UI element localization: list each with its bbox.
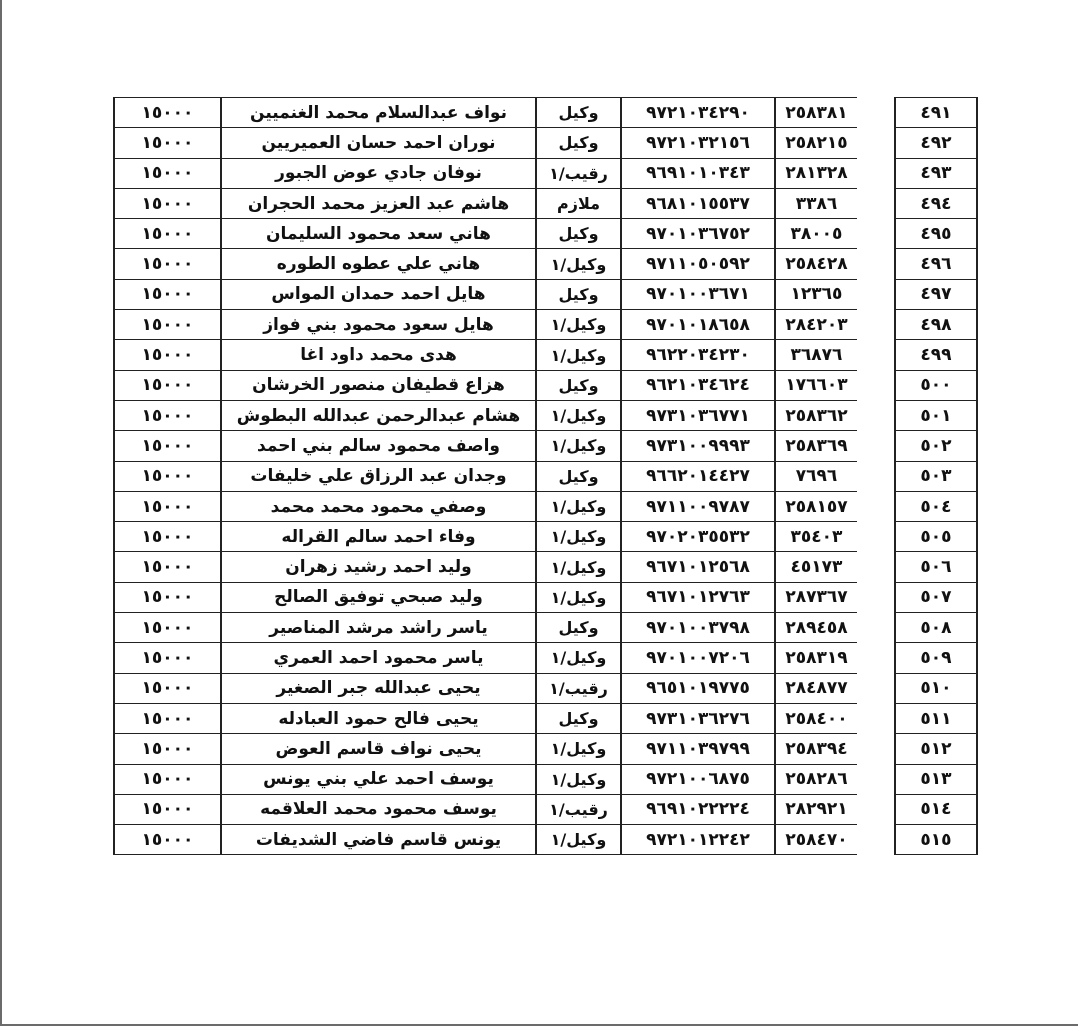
- rank-cell: وكيل/١: [536, 825, 621, 855]
- table-row: [114, 370, 977, 400]
- rank-cell: وكيل: [536, 370, 621, 400]
- amount-cell: ١٥٠٠٠: [114, 794, 221, 824]
- amount-cell: ١٥٠٠٠: [114, 98, 221, 128]
- amount-cell: ١٥٠٠٠: [114, 643, 221, 673]
- amount-cell: ١٥٠٠٠: [114, 310, 221, 340]
- serial-number-cell: ٥٠٣: [895, 461, 977, 491]
- column-gap: [857, 188, 895, 218]
- column-gap: [857, 582, 895, 612]
- rank-cell: وكيل/١: [536, 582, 621, 612]
- records-table-body: [114, 98, 977, 855]
- national-number-cell: ٩٦٧١٠١٢٧٦٣: [621, 582, 775, 612]
- serial-number-cell: ٤٩٢: [895, 128, 977, 158]
- national-number-cell: ٩٧٠١٠٠٣٧٩٨: [621, 613, 775, 643]
- serial-number-cell: ٤٩٥: [895, 219, 977, 249]
- personnel-number-cell: ٢٨٩٤٥٨: [775, 613, 857, 643]
- column-gap: [857, 613, 895, 643]
- national-number-cell: ٩٧٢١٠٣٤٢٩٠: [621, 98, 775, 128]
- serial-number-cell: ٥١٣: [895, 764, 977, 794]
- rank-cell: وكيل/١: [536, 340, 621, 370]
- serial-number-cell: ٤٩٨: [895, 310, 977, 340]
- rank-cell: وكيل: [536, 613, 621, 643]
- table-row: [114, 461, 977, 491]
- personnel-number-cell: ٢٨٤٨٧٧: [775, 673, 857, 703]
- table-row: [114, 310, 977, 340]
- personnel-number-cell: ١٧٦٦٠٣: [775, 370, 857, 400]
- personnel-number-cell: ٣٥٤٠٣: [775, 522, 857, 552]
- rank-cell: ملازم: [536, 188, 621, 218]
- national-number-cell: ٩٧٣١٠٣٦٧٧١: [621, 400, 775, 430]
- amount-cell: ١٥٠٠٠: [114, 158, 221, 188]
- rank-cell: وكيل: [536, 98, 621, 128]
- column-gap: [857, 643, 895, 673]
- national-number-cell: ٩٧٠١٠٣٦٧٥٢: [621, 219, 775, 249]
- personnel-number-cell: ٢٥٨٣٦٩: [775, 431, 857, 461]
- personnel-number-cell: ٧٦٩٦: [775, 461, 857, 491]
- personnel-number-cell: ٤٥١٧٣: [775, 552, 857, 582]
- full-name-cell: نواف عبدالسلام محمد الغنميين: [221, 98, 536, 128]
- national-number-cell: ٩٧١١٠٣٩٧٩٩: [621, 734, 775, 764]
- national-number-cell: ٩٧٢١٠٠٦٨٧٥: [621, 764, 775, 794]
- rank-cell: وكيل: [536, 128, 621, 158]
- personnel-number-cell: ٢٥٨٢١٥: [775, 128, 857, 158]
- national-number-cell: ٩٧١١٠٥٠٥٩٢: [621, 249, 775, 279]
- national-number-cell: ٩٦٢١٠٣٤٦٢٤: [621, 370, 775, 400]
- serial-number-cell: ٥١٤: [895, 794, 977, 824]
- amount-cell: ١٥٠٠٠: [114, 703, 221, 733]
- national-number-cell: ٩٧١١٠٠٩٧٨٧: [621, 491, 775, 521]
- table-row: [114, 522, 977, 552]
- national-number-cell: ٩٧٣١٠٣٦٢٧٦: [621, 703, 775, 733]
- full-name-cell: ياسر محمود احمد العمري: [221, 643, 536, 673]
- rank-cell: رقيب/١: [536, 794, 621, 824]
- national-number-cell: ٩٦٩١٠١٠٣٤٣: [621, 158, 775, 188]
- personnel-number-cell: ١٢٣٦٥: [775, 279, 857, 309]
- amount-cell: ١٥٠٠٠: [114, 673, 221, 703]
- serial-number-cell: ٥٠٨: [895, 613, 977, 643]
- column-gap: [857, 734, 895, 764]
- column-gap: [857, 764, 895, 794]
- serial-number-cell: ٤٩٦: [895, 249, 977, 279]
- amount-cell: ١٥٠٠٠: [114, 552, 221, 582]
- column-gap: [857, 400, 895, 430]
- serial-number-cell: ٥٠٠: [895, 370, 977, 400]
- full-name-cell: هاشم عبد العزيز محمد الحجران: [221, 188, 536, 218]
- amount-cell: ١٥٠٠٠: [114, 431, 221, 461]
- rank-cell: وكيل/١: [536, 310, 621, 340]
- column-gap: [857, 340, 895, 370]
- serial-number-cell: ٤٩٧: [895, 279, 977, 309]
- column-gap: [857, 370, 895, 400]
- column-gap: [857, 552, 895, 582]
- national-number-cell: ٩٦٢٢٠٣٤٢٣٠: [621, 340, 775, 370]
- rank-cell: وكيل: [536, 703, 621, 733]
- table-row: [114, 128, 977, 158]
- amount-cell: ١٥٠٠٠: [114, 461, 221, 491]
- full-name-cell: هشام عبدالرحمن عبدالله البطوش: [221, 400, 536, 430]
- national-number-cell: ٩٦٧١٠١٢٥٦٨: [621, 552, 775, 582]
- full-name-cell: ياسر راشد مرشد المناصير: [221, 613, 536, 643]
- rank-cell: وكيل/١: [536, 764, 621, 794]
- table-row: [114, 794, 977, 824]
- rank-cell: وكيل/١: [536, 249, 621, 279]
- personnel-number-cell: ٣٨٠٠٥: [775, 219, 857, 249]
- personnel-number-cell: ٢٥٨٣٩٤: [775, 734, 857, 764]
- amount-cell: ١٥٠٠٠: [114, 734, 221, 764]
- serial-number-cell: ٥٠٤: [895, 491, 977, 521]
- serial-number-cell: ٥٠٢: [895, 431, 977, 461]
- serial-number-cell: ٥١١: [895, 703, 977, 733]
- table-row: [114, 552, 977, 582]
- amount-cell: ١٥٠٠٠: [114, 522, 221, 552]
- personnel-number-cell: ٢٥٨٤٢٨: [775, 249, 857, 279]
- full-name-cell: واصف محمود سالم بني احمد: [221, 431, 536, 461]
- column-gap: [857, 98, 895, 128]
- table-row: [114, 219, 977, 249]
- column-gap: [857, 431, 895, 461]
- serial-number-cell: ٥٠١: [895, 400, 977, 430]
- table-row: [114, 400, 977, 430]
- table-row: [114, 340, 977, 370]
- serial-number-cell: ٥١٥: [895, 825, 977, 855]
- table-row: [114, 703, 977, 733]
- column-gap: [857, 219, 895, 249]
- personnel-number-cell: ٢٥٨٣٦٢: [775, 400, 857, 430]
- full-name-cell: يوسف محمود محمد العلاقمه: [221, 794, 536, 824]
- rank-cell: وكيل: [536, 461, 621, 491]
- amount-cell: ١٥٠٠٠: [114, 764, 221, 794]
- full-name-cell: يونس قاسم فاضي الشديفات: [221, 825, 536, 855]
- full-name-cell: يوسف احمد علي بني يونس: [221, 764, 536, 794]
- full-name-cell: هايل سعود محمود بني فواز: [221, 310, 536, 340]
- amount-cell: ١٥٠٠٠: [114, 613, 221, 643]
- column-gap: [857, 461, 895, 491]
- full-name-cell: يحيى فالح حمود العبادله: [221, 703, 536, 733]
- table-row: [114, 734, 977, 764]
- table-row: [114, 582, 977, 612]
- amount-cell: ١٥٠٠٠: [114, 400, 221, 430]
- full-name-cell: وليد صبحي توفيق الصالح: [221, 582, 536, 612]
- column-gap: [857, 128, 895, 158]
- rank-cell: رقيب/١: [536, 673, 621, 703]
- personnel-number-cell: ٣٦٨٧٦: [775, 340, 857, 370]
- table-row: [114, 249, 977, 279]
- national-number-cell: ٩٦٥١٠١٩٧٧٥: [621, 673, 775, 703]
- amount-cell: ١٥٠٠٠: [114, 249, 221, 279]
- amount-cell: ١٥٠٠٠: [114, 128, 221, 158]
- table-row: [114, 98, 977, 128]
- personnel-number-cell: ٢٥٨٢٨٦: [775, 764, 857, 794]
- column-gap: [857, 825, 895, 855]
- amount-cell: ١٥٠٠٠: [114, 340, 221, 370]
- rank-cell: وكيل/١: [536, 522, 621, 552]
- table-row: [114, 825, 977, 855]
- amount-cell: ١٥٠٠٠: [114, 219, 221, 249]
- column-gap: [857, 279, 895, 309]
- rank-cell: وكيل/١: [536, 431, 621, 461]
- full-name-cell: هزاع قطيفان منصور الخرشان: [221, 370, 536, 400]
- rank-cell: وكيل/١: [536, 400, 621, 430]
- personnel-number-cell: ٢٥٨٤٧٠: [775, 825, 857, 855]
- personnel-number-cell: ٢٥٨١٥٧: [775, 491, 857, 521]
- column-gap: [857, 249, 895, 279]
- table-row: [114, 188, 977, 218]
- serial-number-cell: ٥١٠: [895, 673, 977, 703]
- full-name-cell: هايل احمد حمدان المواس: [221, 279, 536, 309]
- rank-cell: وكيل/١: [536, 643, 621, 673]
- national-number-cell: ٩٧٢١٠٣٢١٥٦: [621, 128, 775, 158]
- column-gap: [857, 158, 895, 188]
- rank-cell: رقيب/١: [536, 158, 621, 188]
- full-name-cell: وليد احمد رشيد زهران: [221, 552, 536, 582]
- national-number-cell: ٩٧٠٢٠٣٥٥٣٢: [621, 522, 775, 552]
- full-name-cell: هاني سعد محمود السليمان: [221, 219, 536, 249]
- table-row: [114, 491, 977, 521]
- table-row: [114, 764, 977, 794]
- full-name-cell: وفاء احمد سالم القراله: [221, 522, 536, 552]
- serial-number-cell: ٤٩١: [895, 98, 977, 128]
- national-number-cell: ٩٧٣١٠٠٩٩٩٣: [621, 431, 775, 461]
- column-gap: [857, 703, 895, 733]
- personnel-number-cell: ٢٥٨٤٠٠: [775, 703, 857, 733]
- table-row: [114, 613, 977, 643]
- amount-cell: ١٥٠٠٠: [114, 491, 221, 521]
- table-row: [114, 279, 977, 309]
- column-gap: [857, 673, 895, 703]
- full-name-cell: نوران احمد حسان العميريين: [221, 128, 536, 158]
- records-table: [113, 97, 978, 855]
- column-gap: [857, 794, 895, 824]
- rank-cell: وكيل/١: [536, 734, 621, 764]
- table-row: [114, 431, 977, 461]
- rank-cell: وكيل: [536, 219, 621, 249]
- national-number-cell: ٩٦٦٢٠١٤٤٢٧: [621, 461, 775, 491]
- national-number-cell: ٩٦٩١٠٢٢٢٢٤: [621, 794, 775, 824]
- amount-cell: ١٥٠٠٠: [114, 279, 221, 309]
- personnel-number-cell: ٢٥٨٣١٩: [775, 643, 857, 673]
- full-name-cell: هاني علي عطوه الطوره: [221, 249, 536, 279]
- serial-number-cell: ٥٠٩: [895, 643, 977, 673]
- serial-number-cell: ٥٠٥: [895, 522, 977, 552]
- full-name-cell: وجدان عبد الرزاق علي خليفات: [221, 461, 536, 491]
- full-name-cell: هدى محمد داود اغا: [221, 340, 536, 370]
- full-name-cell: يحيى عبدالله جبر الصغير: [221, 673, 536, 703]
- table-row: [114, 673, 977, 703]
- column-gap: [857, 522, 895, 552]
- personnel-number-cell: ٢٨٤٢٠٣: [775, 310, 857, 340]
- amount-cell: ١٥٠٠٠: [114, 370, 221, 400]
- rank-cell: وكيل: [536, 279, 621, 309]
- serial-number-cell: ٤٩٩: [895, 340, 977, 370]
- national-number-cell: ٩٧٠١٠١٨٦٥٨: [621, 310, 775, 340]
- table-row: [114, 158, 977, 188]
- national-number-cell: ٩٦٨١٠١٥٥٣٧: [621, 188, 775, 218]
- personnel-number-cell: ٢٥٨٣٨١: [775, 98, 857, 128]
- personnel-number-cell: ٢٨٢٩٢١: [775, 794, 857, 824]
- personnel-number-cell: ٢٨١٣٢٨: [775, 158, 857, 188]
- amount-cell: ١٥٠٠٠: [114, 188, 221, 218]
- records-sheet: [113, 97, 964, 855]
- table-row: [114, 643, 977, 673]
- personnel-number-cell: ٣٣٨٦: [775, 188, 857, 218]
- national-number-cell: ٩٧٢١٠١٢٢٤٢: [621, 825, 775, 855]
- rank-cell: وكيل/١: [536, 552, 621, 582]
- serial-number-cell: ٥٠٦: [895, 552, 977, 582]
- serial-number-cell: ٤٩٣: [895, 158, 977, 188]
- personnel-number-cell: ٢٨٧٣٦٧: [775, 582, 857, 612]
- column-gap: [857, 491, 895, 521]
- column-gap: [857, 310, 895, 340]
- national-number-cell: ٩٧٠١٠٠٣٦٧١: [621, 279, 775, 309]
- rank-cell: وكيل/١: [536, 491, 621, 521]
- amount-cell: ١٥٠٠٠: [114, 825, 221, 855]
- amount-cell: ١٥٠٠٠: [114, 582, 221, 612]
- full-name-cell: يحيى نواف قاسم العوض: [221, 734, 536, 764]
- serial-number-cell: ٥٠٧: [895, 582, 977, 612]
- full-name-cell: وصفي محمود محمد محمد: [221, 491, 536, 521]
- serial-number-cell: ٤٩٤: [895, 188, 977, 218]
- national-number-cell: ٩٧٠١٠٠٧٢٠٦: [621, 643, 775, 673]
- serial-number-cell: ٥١٢: [895, 734, 977, 764]
- full-name-cell: نوفان جادي عوض الجبور: [221, 158, 536, 188]
